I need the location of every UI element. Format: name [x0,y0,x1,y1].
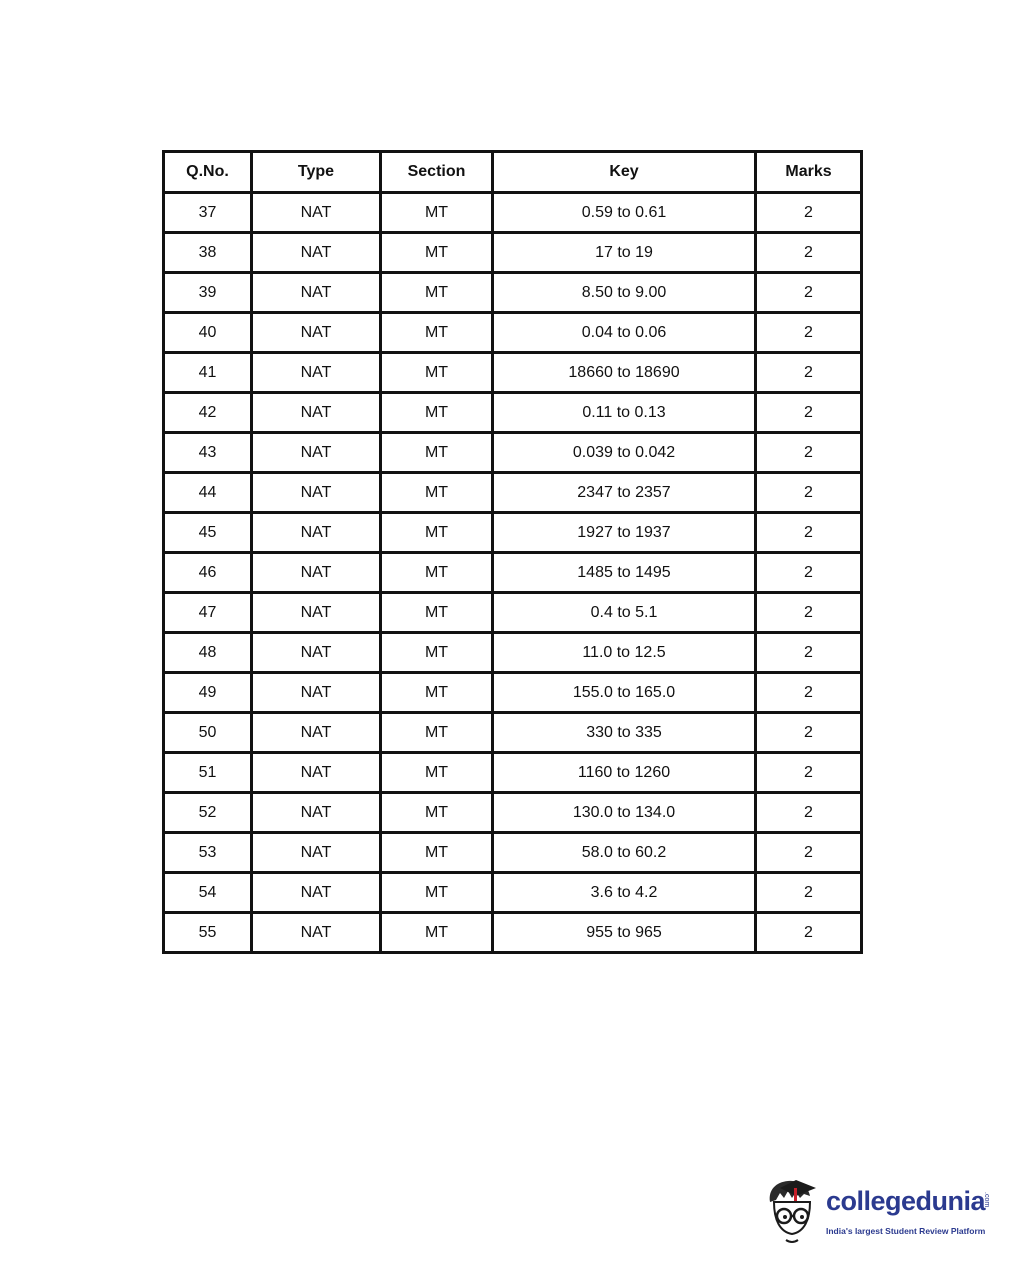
cell-marks: 2 [756,913,862,953]
cell-section: MT [381,673,493,713]
cell-qno: 50 [164,713,252,753]
cell-key: 0.59 to 0.61 [493,193,756,233]
cell-type: NAT [252,633,381,673]
cell-type: NAT [252,513,381,553]
table-row [164,393,862,433]
cell-section: MT [381,553,493,593]
cell-qno: 46 [164,553,252,593]
table-body [164,193,862,953]
cell-marks: 2 [756,353,862,393]
table-row [164,713,862,753]
table-row [164,353,862,393]
cell-section: MT [381,873,493,913]
header-section: Section [381,152,493,193]
cell-type: NAT [252,673,381,713]
cell-type: NAT [252,393,381,433]
cell-marks: 2 [756,673,862,713]
cell-marks: 2 [756,433,862,473]
table-row [164,553,862,593]
cell-section: MT [381,273,493,313]
table-row [164,233,862,273]
cell-key: 130.0 to 134.0 [493,793,756,833]
cell-marks: 2 [756,473,862,513]
cell-qno: 44 [164,473,252,513]
cell-key: 0.039 to 0.042 [493,433,756,473]
cell-key: 18660 to 18690 [493,353,756,393]
logo-tagline: India's largest Student Review Platform [826,1226,986,1236]
table-row [164,193,862,233]
cell-key: 1927 to 1937 [493,513,756,553]
cell-section: MT [381,393,493,433]
table-row [164,753,862,793]
cell-type: NAT [252,793,381,833]
cell-key: 3.6 to 4.2 [493,873,756,913]
cell-key: 955 to 965 [493,913,756,953]
cell-key: 155.0 to 165.0 [493,673,756,713]
cell-type: NAT [252,353,381,393]
cell-section: MT [381,833,493,873]
cell-qno: 43 [164,433,252,473]
cell-type: NAT [252,193,381,233]
cell-qno: 45 [164,513,252,553]
cell-qno: 41 [164,353,252,393]
cell-section: MT [381,193,493,233]
cell-key: 17 to 19 [493,233,756,273]
cell-section: MT [381,593,493,633]
cell-type: NAT [252,473,381,513]
table-row [164,473,862,513]
cell-qno: 51 [164,753,252,793]
cell-type: NAT [252,313,381,353]
cell-section: MT [381,433,493,473]
logo-suffix: .com [983,1192,990,1208]
cell-key: 1160 to 1260 [493,753,756,793]
table-row [164,433,862,473]
cell-key: 8.50 to 9.00 [493,273,756,313]
cell-key: 1485 to 1495 [493,553,756,593]
cell-section: MT [381,713,493,753]
header-row [164,152,862,193]
cell-section: MT [381,633,493,673]
header-qno: Q.No. [164,152,252,193]
cell-type: NAT [252,233,381,273]
cell-marks: 2 [756,753,862,793]
cell-type: NAT [252,273,381,313]
cell-marks: 2 [756,553,862,593]
logo-name: collegedunia [826,1186,986,1216]
table-row [164,873,862,913]
cell-key: 11.0 to 12.5 [493,633,756,673]
cell-key: 2347 to 2357 [493,473,756,513]
cell-qno: 55 [164,913,252,953]
cell-type: NAT [252,753,381,793]
cell-section: MT [381,513,493,553]
cell-type: NAT [252,553,381,593]
cell-marks: 2 [756,193,862,233]
table-row [164,513,862,553]
cell-qno: 39 [164,273,252,313]
table-row [164,273,862,313]
cell-qno: 52 [164,793,252,833]
cell-key: 330 to 335 [493,713,756,753]
cell-qno: 53 [164,833,252,873]
cell-qno: 40 [164,313,252,353]
cell-marks: 2 [756,793,862,833]
cell-marks: 2 [756,233,862,273]
table-header [164,152,862,193]
cell-section: MT [381,753,493,793]
table-row [164,833,862,873]
mascot-icon [766,1176,826,1248]
cell-marks: 2 [756,313,862,353]
table-row [164,793,862,833]
table-row [164,633,862,673]
table-row [164,593,862,633]
cell-type: NAT [252,913,381,953]
cell-qno: 49 [164,673,252,713]
cell-marks: 2 [756,593,862,633]
cell-type: NAT [252,873,381,913]
cell-qno: 42 [164,393,252,433]
cell-qno: 48 [164,633,252,673]
header-key: Key [493,152,756,193]
cell-key: 0.04 to 0.06 [493,313,756,353]
cell-section: MT [381,793,493,833]
cell-type: NAT [252,713,381,753]
cell-qno: 47 [164,593,252,633]
cell-section: MT [381,473,493,513]
header-marks: Marks [756,152,862,193]
cell-type: NAT [252,833,381,873]
cell-marks: 2 [756,713,862,753]
cell-marks: 2 [756,633,862,673]
cell-section: MT [381,913,493,953]
cell-section: MT [381,353,493,393]
cell-type: NAT [252,593,381,633]
table-row [164,673,862,713]
cell-marks: 2 [756,273,862,313]
table-row [164,313,862,353]
cell-section: MT [381,233,493,273]
cell-qno: 37 [164,193,252,233]
cell-type: NAT [252,433,381,473]
cell-key: 0.4 to 5.1 [493,593,756,633]
cell-marks: 2 [756,873,862,913]
cell-section: MT [381,313,493,353]
cell-qno: 54 [164,873,252,913]
cell-key: 58.0 to 60.2 [493,833,756,873]
collegedunia-logo [766,1176,996,1248]
answer-key-table [162,150,863,954]
cell-qno: 38 [164,233,252,273]
table-row [164,913,862,953]
cell-marks: 2 [756,393,862,433]
header-type: Type [252,152,381,193]
cell-marks: 2 [756,513,862,553]
cell-marks: 2 [756,833,862,873]
cell-key: 0.11 to 0.13 [493,393,756,433]
